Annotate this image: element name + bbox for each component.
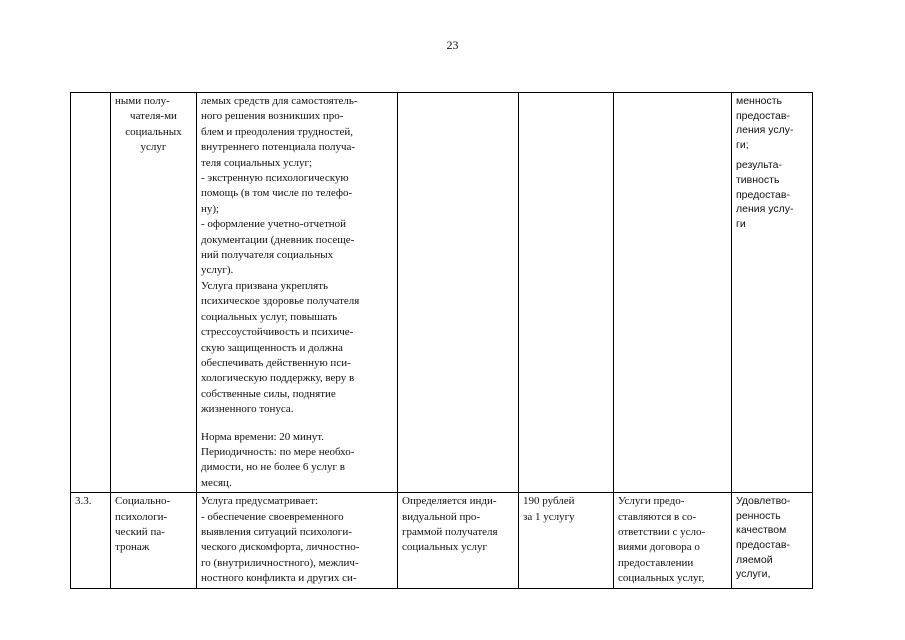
- description-line: блем и преодоления трудностей,: [201, 125, 353, 138]
- page-number: 23: [446, 38, 459, 52]
- cell-price: [519, 93, 614, 493]
- cell-service-description: [197, 93, 398, 493]
- cell-service-description: [197, 493, 398, 588]
- indicator-line: качеством: [736, 524, 787, 537]
- indicator-line: ренность: [736, 509, 781, 522]
- price-line: 190 рублей: [523, 495, 575, 508]
- description-line: ческого дискомфорта, личностно-: [201, 541, 360, 554]
- description-line: выявления ситуаций психологи-: [201, 525, 352, 538]
- description-line: го (внутриличностного), межлич-: [201, 556, 359, 569]
- indicator-line: ги;: [736, 138, 749, 151]
- volume-line: Определяется инди-: [402, 495, 497, 508]
- spacer: [201, 418, 393, 430]
- periodicity-line: Периодичность: по мере необхо-: [201, 445, 355, 458]
- periodicity-line: месяц.: [201, 476, 232, 489]
- description-line: - экстренную психологическую: [201, 172, 349, 185]
- description-line: внутреннего потенциала получа-: [201, 141, 356, 154]
- description-line: - оформление учетно-отчетной: [201, 218, 347, 231]
- description-line: социальных услуг, повышать: [201, 310, 338, 323]
- cell-quality-indicators: [732, 93, 813, 493]
- name-line: ными полу-: [115, 95, 170, 107]
- description-line: жизненного тонуса.: [201, 403, 294, 416]
- indicator-line: тивность: [736, 173, 780, 186]
- description-line: - обеспечение своевременного: [201, 510, 344, 523]
- indicator-line: менность: [736, 95, 783, 107]
- description-line: стрессоустойчивость и психиче-: [201, 326, 354, 339]
- indicator-line: предостав-: [736, 109, 790, 122]
- name-line: социальных: [125, 125, 182, 138]
- conditions-line: ответствии с усло-: [618, 525, 706, 538]
- description-line: собственные силы, поднятие: [201, 387, 336, 400]
- cell-service-name: [111, 93, 197, 493]
- conditions-line: социальных услуг,: [618, 572, 705, 585]
- volume-line: социальных услуг: [402, 541, 488, 554]
- indicator-line: ги: [736, 217, 746, 230]
- periodicity-line: димости, но не более 6 услуг в: [201, 461, 345, 474]
- conditions-line: виями договора о: [618, 541, 700, 554]
- indicator-line: предостав-: [736, 188, 790, 201]
- indicator-line: услуги,: [736, 568, 771, 581]
- description-line: услуг).: [201, 264, 234, 277]
- description-line: лемых средств для самостоятель-: [201, 95, 358, 107]
- indicator-line: предостав-: [736, 538, 790, 551]
- services-table: [70, 92, 813, 589]
- description-line: документации (дневник посеще-: [201, 233, 355, 246]
- name-line: психологи-: [115, 510, 168, 523]
- indicator-line: ляемой: [736, 553, 773, 566]
- table-row: [71, 493, 813, 588]
- conditions-line: ставляются в со-: [618, 510, 696, 523]
- description-line: ну);: [201, 202, 220, 215]
- volume-line: граммой получателя: [402, 525, 498, 538]
- name-line: тронаж: [115, 541, 150, 554]
- description-line: скую защищенность и должна: [201, 341, 343, 354]
- price-line: за 1 услугу: [523, 510, 575, 523]
- cell-volume: [398, 93, 519, 493]
- indicator-line: ления услу-: [736, 124, 794, 137]
- description-line: теля социальных услуг;: [201, 156, 313, 169]
- conditions-line: Услуги предо-: [618, 495, 685, 508]
- description-line: помощь (в том числе по телефо-: [201, 187, 353, 200]
- description-line: психическое здоровье получателя: [201, 295, 360, 308]
- cell-volume: [398, 493, 519, 588]
- volume-line: видуальной про-: [402, 510, 481, 523]
- description-line: ний получателя социальных: [201, 249, 334, 262]
- name-line: услуг: [140, 141, 167, 154]
- name-line: чателя-ми: [130, 110, 177, 123]
- conditions-line: предоставлении: [618, 556, 694, 569]
- description-line: Услуга призвана укреплять: [201, 279, 329, 292]
- time-norm: Норма времени: 20 минут.: [201, 430, 325, 443]
- description-line: обеспечивать действенную пси-: [201, 356, 351, 369]
- indicator-line: результа-: [736, 159, 782, 172]
- description-line: ностного конфликта и других си-: [201, 572, 357, 585]
- table-row: [71, 93, 813, 493]
- cell-conditions: [614, 493, 732, 588]
- description-line: хологическую поддержку, веру в: [201, 372, 355, 385]
- name-line: ческий па-: [115, 525, 165, 538]
- cell-number: 3.3.: [71, 493, 111, 588]
- cell-conditions: [614, 93, 732, 493]
- description-line: Услуга предусматривает:: [201, 495, 319, 508]
- cell-service-name: [111, 493, 197, 588]
- description-line: ного решения возникших про-: [201, 110, 344, 123]
- cell-price: [519, 493, 614, 588]
- indicator-line: Удовлетво-: [736, 495, 791, 508]
- cell-number: [71, 93, 111, 493]
- indicator-line: ления услу-: [736, 203, 794, 216]
- name-line: Социально-: [115, 495, 171, 508]
- cell-quality-indicators: [732, 493, 813, 588]
